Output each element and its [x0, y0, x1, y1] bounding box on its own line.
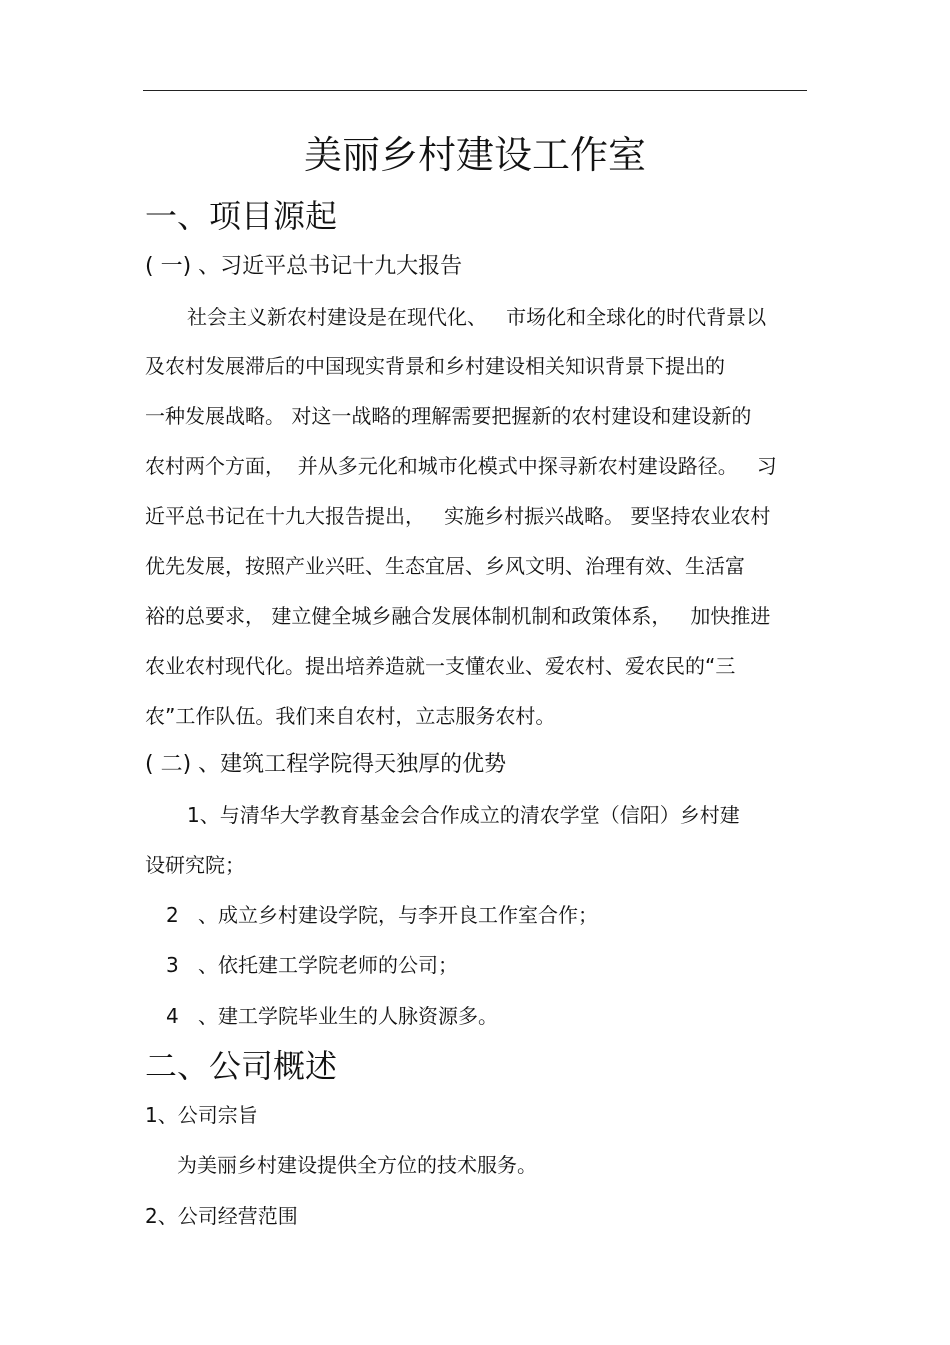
list-item-number: 4	[166, 1004, 179, 1028]
subsection-heading-report: ( 一) 、习近平总书记十九大报告	[145, 254, 463, 279]
paragraph-line: 社会主义新农村建设是在现代化、 市场化和全球化的时代背景以	[187, 305, 767, 329]
list-item-line: 1、与清华大学教育基金会合作成立的清农学堂（信阳）乡村建	[187, 803, 740, 827]
list-item-text: 、依托建工学院老师的公司；	[198, 953, 458, 977]
paragraph-line: 农”工作队伍。我们来自农村，立志服务农村。	[145, 704, 556, 728]
section-heading-overview: 二、公司概述	[145, 1047, 338, 1085]
subsection-heading-advantages: ( 二) 、建筑工程学院得天独厚的优势	[145, 752, 507, 777]
list-item-line: 设研究院；	[145, 853, 245, 877]
header-rule	[143, 90, 807, 91]
subsection-heading-scope: 2、公司经营范围	[145, 1204, 298, 1228]
paragraph-line: 农村两个方面， 并从多元化和城市化模式中探寻新农村建设路径。 习	[145, 454, 777, 478]
list-item-text: 、建工学院毕业生的人脉资源多。	[198, 1004, 498, 1028]
document-title: 美丽乡村建设工作室	[303, 133, 646, 177]
paragraph-line: 及农村发展滞后的中国现实背景和乡村建设相关知识背景下提出的	[145, 354, 725, 378]
purpose-text: 为美丽乡村建设提供全方位的技术服务。	[177, 1153, 537, 1177]
paragraph-line: 农业农村现代化。提出培养造就一支懂农业、爱农村、爱农民的“三	[145, 654, 736, 678]
subsection-heading-purpose: 1、公司宗旨	[145, 1103, 258, 1127]
list-item-text: 、成立乡村建设学院，与李开良工作室合作；	[198, 903, 598, 927]
paragraph-line: 一种发展战略。 对这一战略的理解需要把握新的农村建设和建设新的	[145, 404, 752, 428]
paragraph-line: 裕的总要求， 建立健全城乡融合发展体制机制和政策体系， 加快推进	[145, 604, 771, 628]
list-item-number: 3	[166, 953, 179, 977]
list-item-number: 2	[166, 903, 179, 927]
paragraph-line: 优先发展，按照产业兴旺、生态宜居、乡风文明、治理有效、生活富	[145, 554, 745, 578]
section-heading-origin: 一、项目源起	[145, 197, 338, 235]
paragraph-line: 近平总书记在十九大报告提出， 实施乡村振兴战略。 要坚持农业农村	[145, 504, 771, 528]
